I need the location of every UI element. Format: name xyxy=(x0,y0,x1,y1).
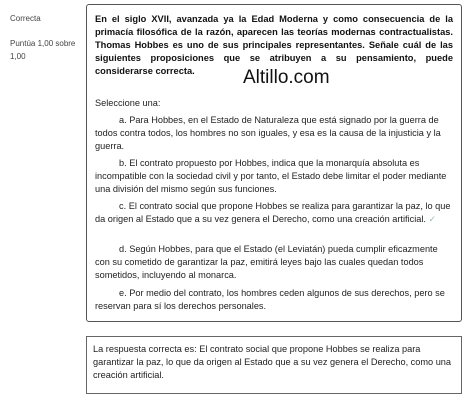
status-label: Correcta xyxy=(10,14,41,23)
select-prompt: Seleccione una: xyxy=(95,98,161,108)
question-info xyxy=(10,14,80,63)
option-a-letter: a. xyxy=(119,115,127,125)
option-d-letter: d. xyxy=(119,244,127,254)
option-b-letter: b. xyxy=(119,158,127,168)
option-c[interactable] xyxy=(95,200,451,226)
grade-label: Puntúa 1,00 sobre 1,00 xyxy=(10,39,76,61)
question-text: En el siglo XVII, avanzada ya la Edad Moderna y como consecuencia de la primacía filosófica de la razón, aparecen las teorías modernas contractualistas. Thomas Hobbes es uno de sus principales representantes. Señale cuál de las siguientes proposiciones que se atribuyen a su pensamiento, puede considerarse correcta. xyxy=(95,14,453,76)
option-b[interactable] xyxy=(95,157,451,196)
option-e[interactable] xyxy=(95,287,451,313)
question-box xyxy=(86,4,462,322)
option-c-letter: c. xyxy=(119,201,127,211)
correct-answer-box xyxy=(86,336,462,394)
option-d-text: Según Hobbes, para que el Estado (el Leviatán) pueda cumplir eficazmente con su cometido de garantizar la paz, emitirá leyes bajo las cuales quedan todos sometidos, incluyendo al monarca. xyxy=(95,244,438,280)
option-c-text: El contrato social que propone Hobbes se realiza para garantizar la paz, lo que da origen al Estado que a su vez genera el Derecho, como una creación artificial. xyxy=(95,201,451,224)
option-d[interactable] xyxy=(95,243,451,282)
option-a-text: Para Hobbes, en el Estado de Naturaleza que está signado por la guerra de todos contra todos, los hombres no son iguales, y esa es la causa de la injusticia y la guerra. xyxy=(95,115,441,151)
option-e-text: Por medio del contrato, los hombres ceden algunos de sus derechos, pero se reservan para sí los derechos personales. xyxy=(95,288,445,311)
correct-answer-text: La respuesta correcta es: El contrato social que propone Hobbes se realiza para garantizar la paz, lo que da origen al Estado que a su vez genera el Derecho, como una creación artificial. xyxy=(93,344,452,380)
correct-check-icon: ✓ xyxy=(428,214,437,224)
option-e-letter: e. xyxy=(119,288,127,298)
watermark: Altillo.com xyxy=(243,67,330,88)
option-a[interactable] xyxy=(95,114,451,153)
option-b-text: El contrato propuesto por Hobbes, indica que la monarquía absoluta es incompatible con la sociedad civil y por tanto, el Estado debe limitar el poder mediante una división del mismo según sus funciones. xyxy=(95,158,447,194)
